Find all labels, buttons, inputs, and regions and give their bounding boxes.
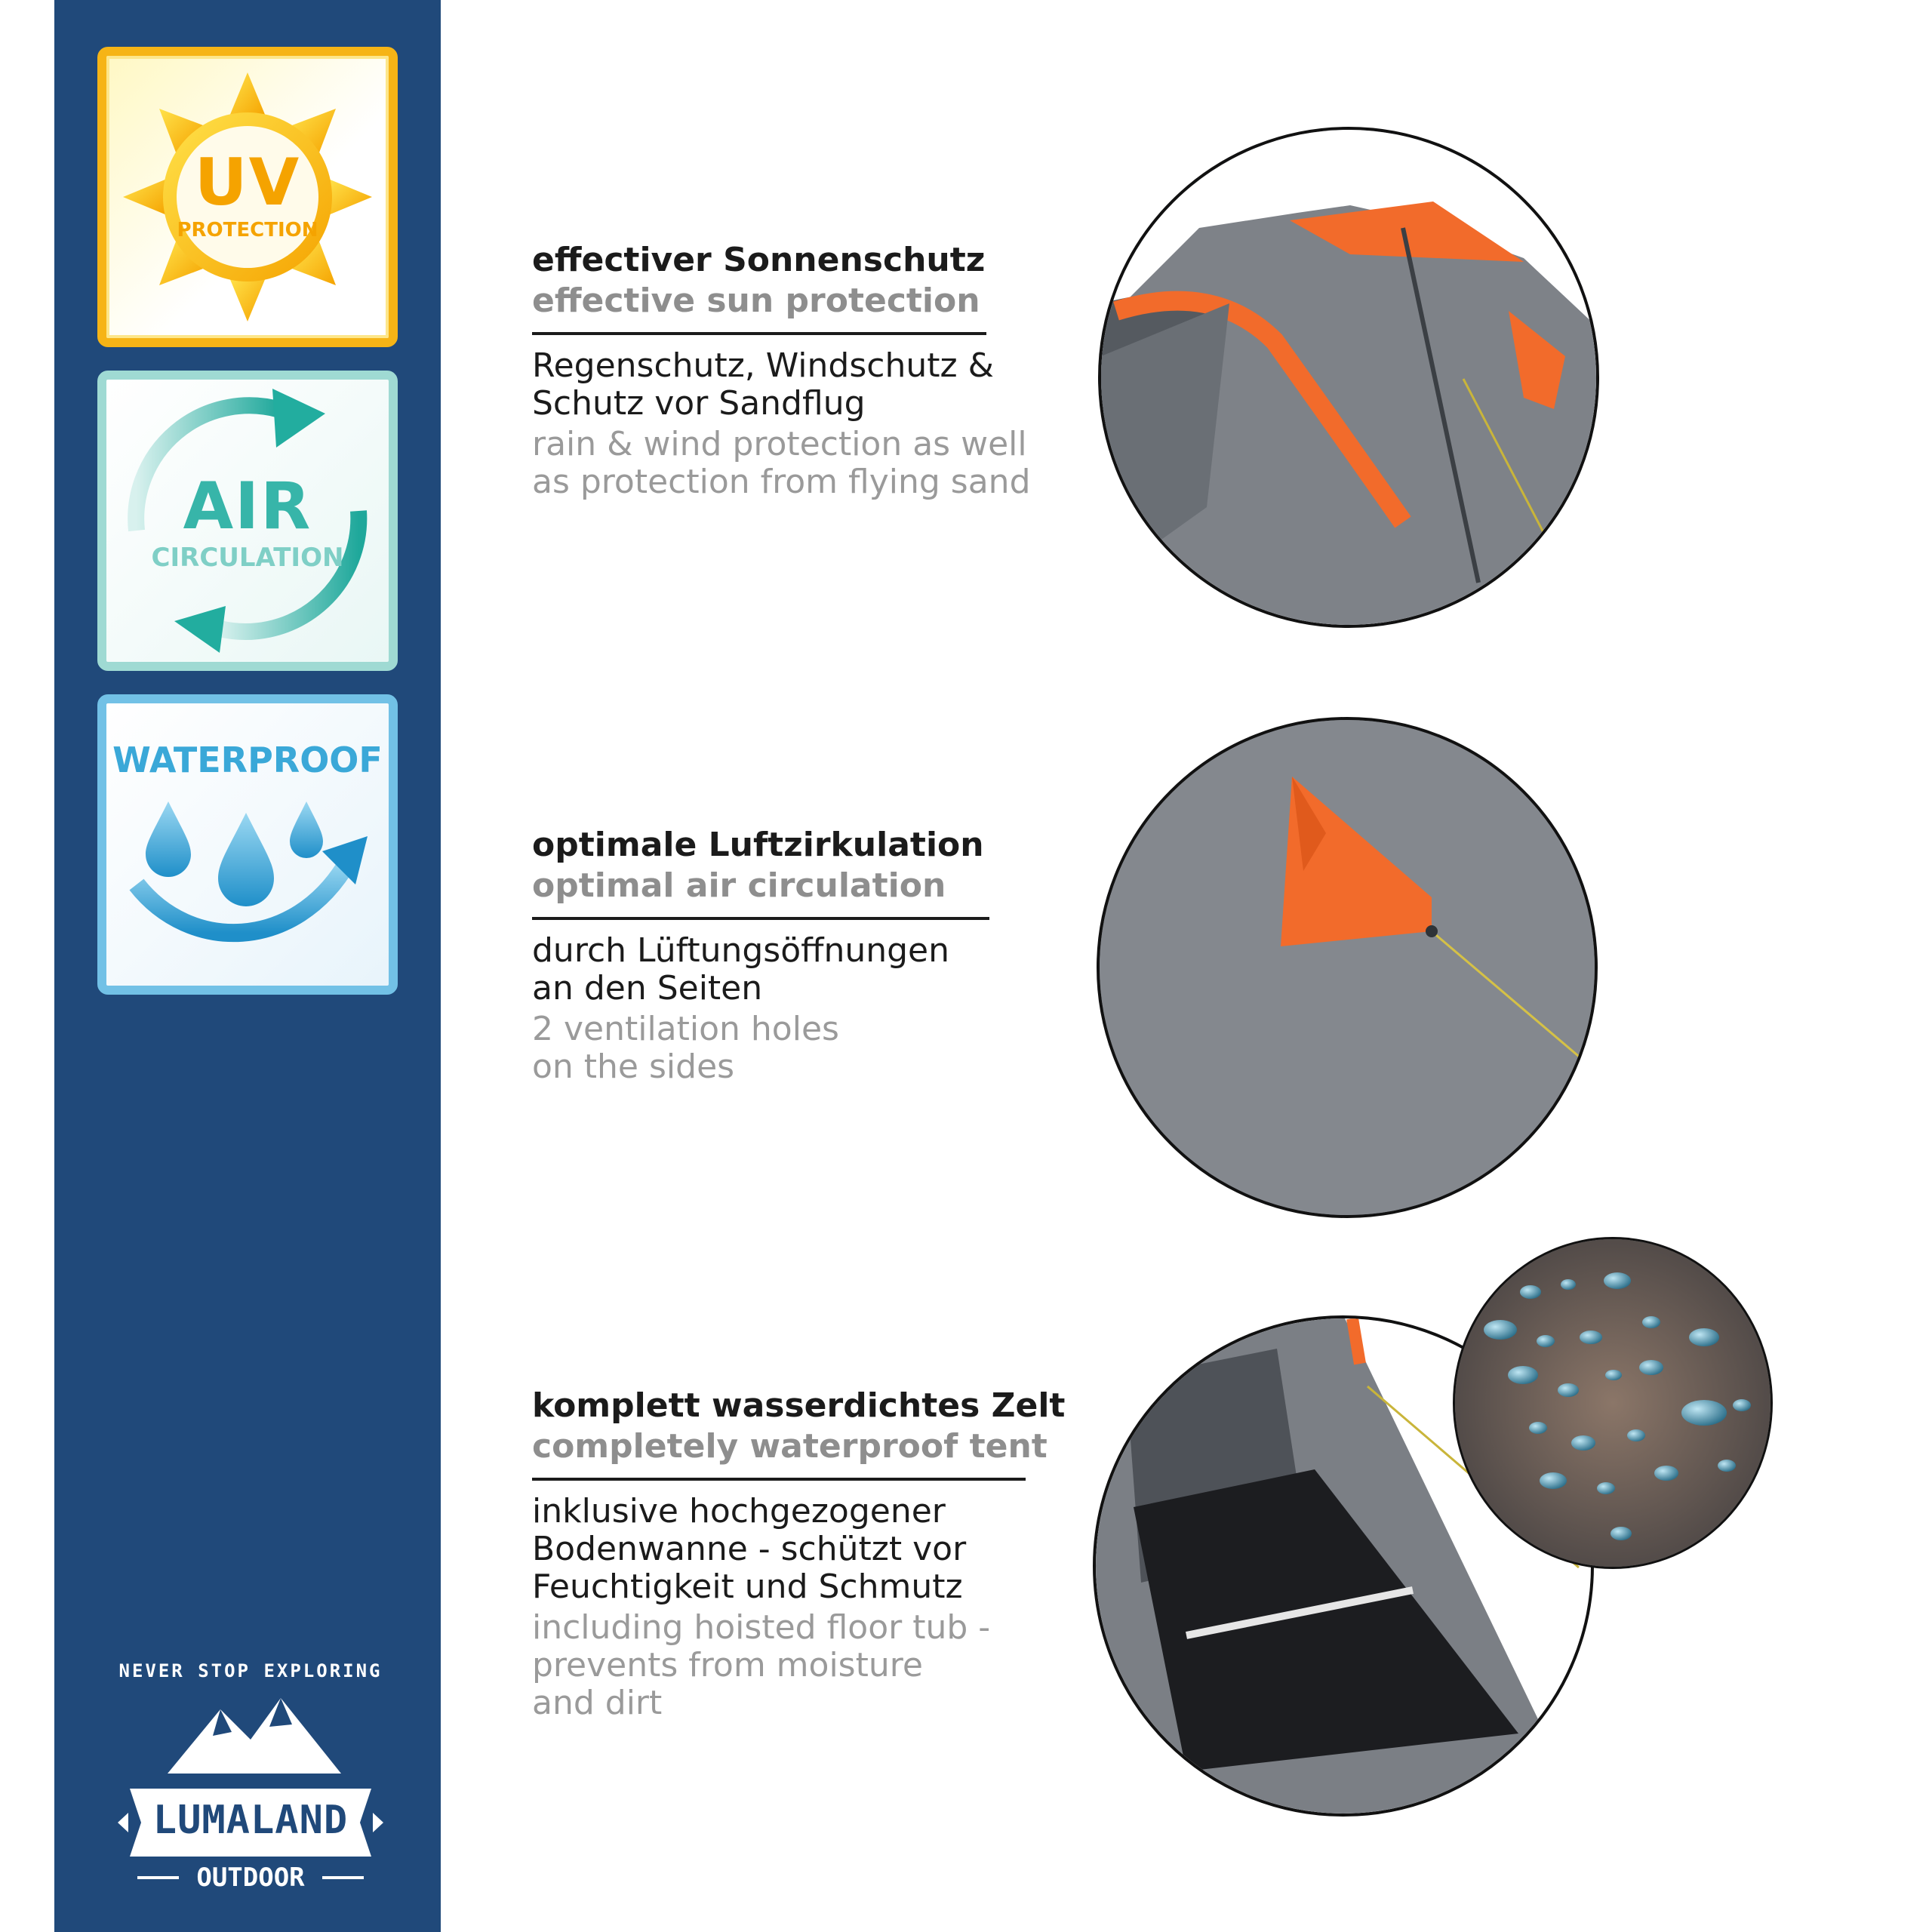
feature-title-en: effective sun protection <box>532 281 980 320</box>
feature-sun-protection <box>532 240 1060 501</box>
feature-body-en: rain & wind protection as well as protection from flying sand <box>532 425 1031 501</box>
feature-divider <box>532 917 989 920</box>
air-badge-small: CIRCULATION <box>151 543 344 573</box>
feature-title-de: optimale Luftzirkulation <box>532 826 984 864</box>
feature-divider <box>532 332 986 335</box>
feature-body-de: durch Lüftungsöffnungen an den Seiten <box>532 931 950 1008</box>
waterproof-badge-big: WATERPROOF <box>112 740 383 780</box>
feature-body-de: Regenschutz, Windschutz & Schutz vor Sandflug <box>532 346 994 423</box>
waterproof-badge <box>97 694 398 995</box>
logo-tagline: NEVER STOP EXPLORING <box>118 1660 383 1681</box>
feature-waterproof <box>532 1386 1066 1722</box>
logo-brand: LUMALAND <box>152 1798 349 1843</box>
feature-body-en: 2 ventilation holes on the sides <box>532 1010 839 1086</box>
feature-air-circulation <box>532 825 1060 1086</box>
feature-title-de: effectiver Sonnenschutz <box>532 241 986 279</box>
water-drops-photo <box>1453 1237 1773 1569</box>
uv-protection-badge <box>97 47 398 347</box>
logo-sub: OUTDOOR <box>196 1863 305 1893</box>
feature-body-en: including hoisted floor tub - prevents from moisture and dirt <box>532 1608 991 1722</box>
air-circulation-badge <box>97 371 398 671</box>
air-badge-big: AIR <box>183 469 312 544</box>
feature-title-en: optimal air circulation <box>532 866 946 905</box>
feature-title-de: komplett wasserdichtes Zelt <box>532 1386 1066 1425</box>
sidebar <box>54 0 441 1932</box>
uv-badge-small: PROTECTION <box>177 219 318 242</box>
feature-title-en: completely waterproof tent <box>532 1427 1048 1466</box>
lumaland-outdoor-logo <box>107 1638 394 1894</box>
feature-divider <box>532 1478 1026 1481</box>
tent-roof-photo <box>1098 127 1599 628</box>
feature-body-de: inklusive hochgezogener Bodenwanne - schützt vor Feuchtigkeit und Schmutz <box>532 1492 967 1606</box>
tent-vent-photo <box>1097 717 1598 1218</box>
uv-badge-big: UV <box>194 145 301 220</box>
